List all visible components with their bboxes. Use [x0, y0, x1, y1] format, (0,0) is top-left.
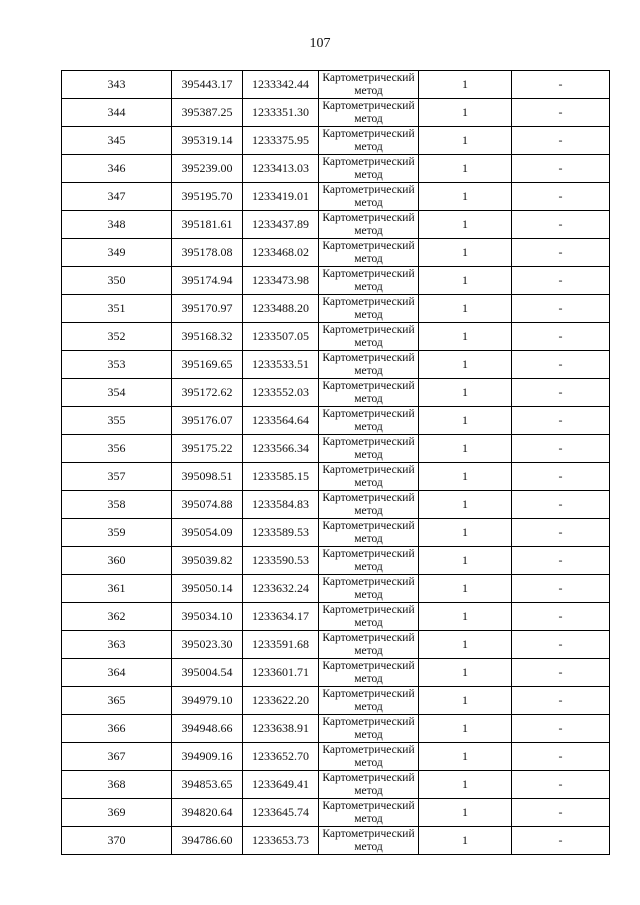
method-cell: [319, 771, 419, 799]
note-cell: -: [512, 99, 610, 127]
precision-cell: 1: [419, 435, 512, 463]
note-cell: -: [512, 323, 610, 351]
x-coordinate-cell: 394853.65: [172, 771, 243, 799]
method-cell: [319, 295, 419, 323]
point-number-cell: 347: [62, 183, 172, 211]
method-cell: [319, 99, 419, 127]
table-row: [62, 715, 610, 743]
method-text: Картометрический метод: [322, 492, 415, 517]
precision-cell: 1: [419, 295, 512, 323]
precision-cell: 1: [419, 687, 512, 715]
note-cell: -: [512, 547, 610, 575]
table-row: [62, 435, 610, 463]
y-coordinate-cell: 1233601.71: [243, 659, 319, 687]
point-number-cell: 363: [62, 631, 172, 659]
table-row: [62, 463, 610, 491]
note-cell: -: [512, 211, 610, 239]
note-cell: -: [512, 463, 610, 491]
point-number-cell: 362: [62, 603, 172, 631]
point-number-cell: 366: [62, 715, 172, 743]
point-number-cell: 343: [62, 71, 172, 99]
table-row: [62, 575, 610, 603]
method-text: Картометрический метод: [322, 716, 415, 741]
x-coordinate-cell: 395181.61: [172, 211, 243, 239]
precision-cell: 1: [419, 379, 512, 407]
y-coordinate-cell: 1233590.53: [243, 547, 319, 575]
method-cell: [319, 239, 419, 267]
x-coordinate-cell: 394979.10: [172, 687, 243, 715]
y-coordinate-cell: 1233507.05: [243, 323, 319, 351]
point-number-cell: 349: [62, 239, 172, 267]
note-cell: -: [512, 183, 610, 211]
method-cell: [319, 267, 419, 295]
method-cell: [319, 463, 419, 491]
point-number-cell: 350: [62, 267, 172, 295]
precision-cell: 1: [419, 743, 512, 771]
point-number-cell: 344: [62, 99, 172, 127]
x-coordinate-cell: 394786.60: [172, 827, 243, 855]
note-cell: -: [512, 351, 610, 379]
point-number-cell: 356: [62, 435, 172, 463]
y-coordinate-cell: 1233437.89: [243, 211, 319, 239]
method-cell: [319, 827, 419, 855]
x-coordinate-cell: 395054.09: [172, 519, 243, 547]
y-coordinate-cell: 1233638.91: [243, 715, 319, 743]
precision-cell: 1: [419, 799, 512, 827]
x-coordinate-cell: 395239.00: [172, 155, 243, 183]
method-text: Картометрический метод: [322, 688, 415, 713]
x-coordinate-cell: 395050.14: [172, 575, 243, 603]
method-cell: [319, 519, 419, 547]
coordinates-table-body: [62, 71, 610, 855]
point-number-cell: 367: [62, 743, 172, 771]
x-coordinate-cell: 395074.88: [172, 491, 243, 519]
note-cell: -: [512, 631, 610, 659]
point-number-cell: 354: [62, 379, 172, 407]
table-row: [62, 407, 610, 435]
y-coordinate-cell: 1233533.51: [243, 351, 319, 379]
point-number-cell: 368: [62, 771, 172, 799]
table-row: [62, 71, 610, 99]
table-row: [62, 127, 610, 155]
method-text: Картометрический метод: [322, 632, 415, 657]
method-text: Картометрический метод: [322, 744, 415, 769]
coordinates-table: [61, 70, 610, 855]
method-text: Картометрический метод: [322, 352, 415, 377]
note-cell: -: [512, 239, 610, 267]
point-number-cell: 364: [62, 659, 172, 687]
method-cell: [319, 379, 419, 407]
method-cell: [319, 631, 419, 659]
table-row: [62, 323, 610, 351]
note-cell: -: [512, 155, 610, 183]
point-number-cell: 351: [62, 295, 172, 323]
y-coordinate-cell: 1233468.02: [243, 239, 319, 267]
point-number-cell: 369: [62, 799, 172, 827]
note-cell: -: [512, 127, 610, 155]
table-row: [62, 379, 610, 407]
x-coordinate-cell: 395169.65: [172, 351, 243, 379]
table-row: [62, 239, 610, 267]
table-row: [62, 547, 610, 575]
x-coordinate-cell: 395319.14: [172, 127, 243, 155]
y-coordinate-cell: 1233488.20: [243, 295, 319, 323]
precision-cell: 1: [419, 407, 512, 435]
precision-cell: 1: [419, 603, 512, 631]
point-number-cell: 355: [62, 407, 172, 435]
point-number-cell: 345: [62, 127, 172, 155]
point-number-cell: 360: [62, 547, 172, 575]
y-coordinate-cell: 1233419.01: [243, 183, 319, 211]
method-text: Картометрический метод: [322, 576, 415, 601]
table-row: [62, 351, 610, 379]
y-coordinate-cell: 1233375.95: [243, 127, 319, 155]
y-coordinate-cell: 1233566.34: [243, 435, 319, 463]
point-number-cell: 358: [62, 491, 172, 519]
point-number-cell: 365: [62, 687, 172, 715]
method-cell: [319, 547, 419, 575]
x-coordinate-cell: 395178.08: [172, 239, 243, 267]
precision-cell: 1: [419, 267, 512, 295]
y-coordinate-cell: 1233591.68: [243, 631, 319, 659]
precision-cell: 1: [419, 491, 512, 519]
page-number: 107: [309, 36, 331, 51]
table-row: [62, 771, 610, 799]
method-text: Картометрический метод: [322, 268, 415, 293]
note-cell: -: [512, 267, 610, 295]
precision-cell: 1: [419, 155, 512, 183]
y-coordinate-cell: 1233622.20: [243, 687, 319, 715]
y-coordinate-cell: 1233584.83: [243, 491, 319, 519]
table-row: [62, 743, 610, 771]
precision-cell: 1: [419, 575, 512, 603]
y-coordinate-cell: 1233351.30: [243, 99, 319, 127]
y-coordinate-cell: 1233473.98: [243, 267, 319, 295]
precision-cell: 1: [419, 351, 512, 379]
x-coordinate-cell: 395195.70: [172, 183, 243, 211]
note-cell: -: [512, 771, 610, 799]
method-text: Картометрический метод: [322, 128, 415, 153]
note-cell: -: [512, 575, 610, 603]
method-text: Картометрический метод: [322, 324, 415, 349]
x-coordinate-cell: 395034.10: [172, 603, 243, 631]
x-coordinate-cell: 395098.51: [172, 463, 243, 491]
y-coordinate-cell: 1233552.03: [243, 379, 319, 407]
note-cell: -: [512, 743, 610, 771]
method-cell: [319, 575, 419, 603]
table-row: [62, 183, 610, 211]
method-text: Картометрический метод: [322, 184, 415, 209]
note-cell: -: [512, 435, 610, 463]
table-row: [62, 687, 610, 715]
precision-cell: 1: [419, 463, 512, 491]
method-cell: [319, 743, 419, 771]
method-cell: [319, 155, 419, 183]
x-coordinate-cell: 395170.97: [172, 295, 243, 323]
table-row: [62, 99, 610, 127]
y-coordinate-cell: 1233564.64: [243, 407, 319, 435]
method-text: Картометрический метод: [322, 548, 415, 573]
method-cell: [319, 211, 419, 239]
x-coordinate-cell: 395443.17: [172, 71, 243, 99]
table-row: [62, 211, 610, 239]
method-text: Картометрический метод: [322, 772, 415, 797]
point-number-cell: 370: [62, 827, 172, 855]
y-coordinate-cell: 1233652.70: [243, 743, 319, 771]
x-coordinate-cell: 394820.64: [172, 799, 243, 827]
precision-cell: 1: [419, 239, 512, 267]
note-cell: -: [512, 407, 610, 435]
y-coordinate-cell: 1233589.53: [243, 519, 319, 547]
method-text: Картометрический метод: [322, 464, 415, 489]
y-coordinate-cell: 1233634.17: [243, 603, 319, 631]
y-coordinate-cell: 1233413.03: [243, 155, 319, 183]
note-cell: -: [512, 295, 610, 323]
precision-cell: 1: [419, 771, 512, 799]
note-cell: -: [512, 687, 610, 715]
method-text: Картометрический метод: [322, 604, 415, 629]
method-text: Картометрический метод: [322, 380, 415, 405]
x-coordinate-cell: 395174.94: [172, 267, 243, 295]
table-row: [62, 631, 610, 659]
method-text: Картометрический метод: [322, 828, 415, 853]
method-cell: [319, 659, 419, 687]
y-coordinate-cell: 1233342.44: [243, 71, 319, 99]
precision-cell: 1: [419, 99, 512, 127]
method-text: Картометрический метод: [322, 296, 415, 321]
note-cell: -: [512, 799, 610, 827]
point-number-cell: 353: [62, 351, 172, 379]
precision-cell: 1: [419, 715, 512, 743]
method-text: Картометрический метод: [322, 240, 415, 265]
note-cell: -: [512, 491, 610, 519]
method-cell: [319, 127, 419, 155]
y-coordinate-cell: 1233649.41: [243, 771, 319, 799]
precision-cell: 1: [419, 211, 512, 239]
x-coordinate-cell: 395023.30: [172, 631, 243, 659]
table-row: [62, 659, 610, 687]
precision-cell: 1: [419, 519, 512, 547]
method-text: Картометрический метод: [322, 212, 415, 237]
method-text: Картометрический метод: [322, 520, 415, 545]
precision-cell: 1: [419, 127, 512, 155]
table-row: [62, 519, 610, 547]
point-number-cell: 346: [62, 155, 172, 183]
point-number-cell: 348: [62, 211, 172, 239]
table-row: [62, 799, 610, 827]
method-cell: [319, 687, 419, 715]
x-coordinate-cell: 394948.66: [172, 715, 243, 743]
precision-cell: 1: [419, 183, 512, 211]
note-cell: -: [512, 827, 610, 855]
precision-cell: 1: [419, 631, 512, 659]
method-text: Картометрический метод: [322, 660, 415, 685]
x-coordinate-cell: 395168.32: [172, 323, 243, 351]
note-cell: -: [512, 71, 610, 99]
precision-cell: 1: [419, 71, 512, 99]
note-cell: -: [512, 519, 610, 547]
method-cell: [319, 491, 419, 519]
method-cell: [319, 435, 419, 463]
precision-cell: 1: [419, 547, 512, 575]
x-coordinate-cell: 395172.62: [172, 379, 243, 407]
y-coordinate-cell: 1233645.74: [243, 799, 319, 827]
precision-cell: 1: [419, 659, 512, 687]
x-coordinate-cell: 395387.25: [172, 99, 243, 127]
table-row: [62, 491, 610, 519]
method-cell: [319, 603, 419, 631]
method-text: Картометрический метод: [322, 436, 415, 461]
method-text: Картометрический метод: [322, 800, 415, 825]
method-cell: [319, 71, 419, 99]
method-cell: [319, 799, 419, 827]
table-row: [62, 155, 610, 183]
note-cell: -: [512, 603, 610, 631]
table-row: [62, 603, 610, 631]
x-coordinate-cell: 395175.22: [172, 435, 243, 463]
point-number-cell: 361: [62, 575, 172, 603]
note-cell: -: [512, 659, 610, 687]
table-row: [62, 827, 610, 855]
method-cell: [319, 351, 419, 379]
point-number-cell: 352: [62, 323, 172, 351]
note-cell: -: [512, 379, 610, 407]
method-text: Картометрический метод: [322, 408, 415, 433]
x-coordinate-cell: 394909.16: [172, 743, 243, 771]
method-cell: [319, 715, 419, 743]
method-cell: [319, 323, 419, 351]
point-number-cell: 359: [62, 519, 172, 547]
y-coordinate-cell: 1233653.73: [243, 827, 319, 855]
precision-cell: 1: [419, 827, 512, 855]
table-row: [62, 295, 610, 323]
y-coordinate-cell: 1233585.15: [243, 463, 319, 491]
x-coordinate-cell: 395039.82: [172, 547, 243, 575]
table-row: [62, 267, 610, 295]
y-coordinate-cell: 1233632.24: [243, 575, 319, 603]
x-coordinate-cell: 395176.07: [172, 407, 243, 435]
precision-cell: 1: [419, 323, 512, 351]
x-coordinate-cell: 395004.54: [172, 659, 243, 687]
method-text: Картометрический метод: [322, 156, 415, 181]
method-cell: [319, 407, 419, 435]
method-text: Картометрический метод: [322, 100, 415, 125]
note-cell: -: [512, 715, 610, 743]
method-text: Картометрический метод: [322, 72, 415, 97]
method-cell: [319, 183, 419, 211]
point-number-cell: 357: [62, 463, 172, 491]
